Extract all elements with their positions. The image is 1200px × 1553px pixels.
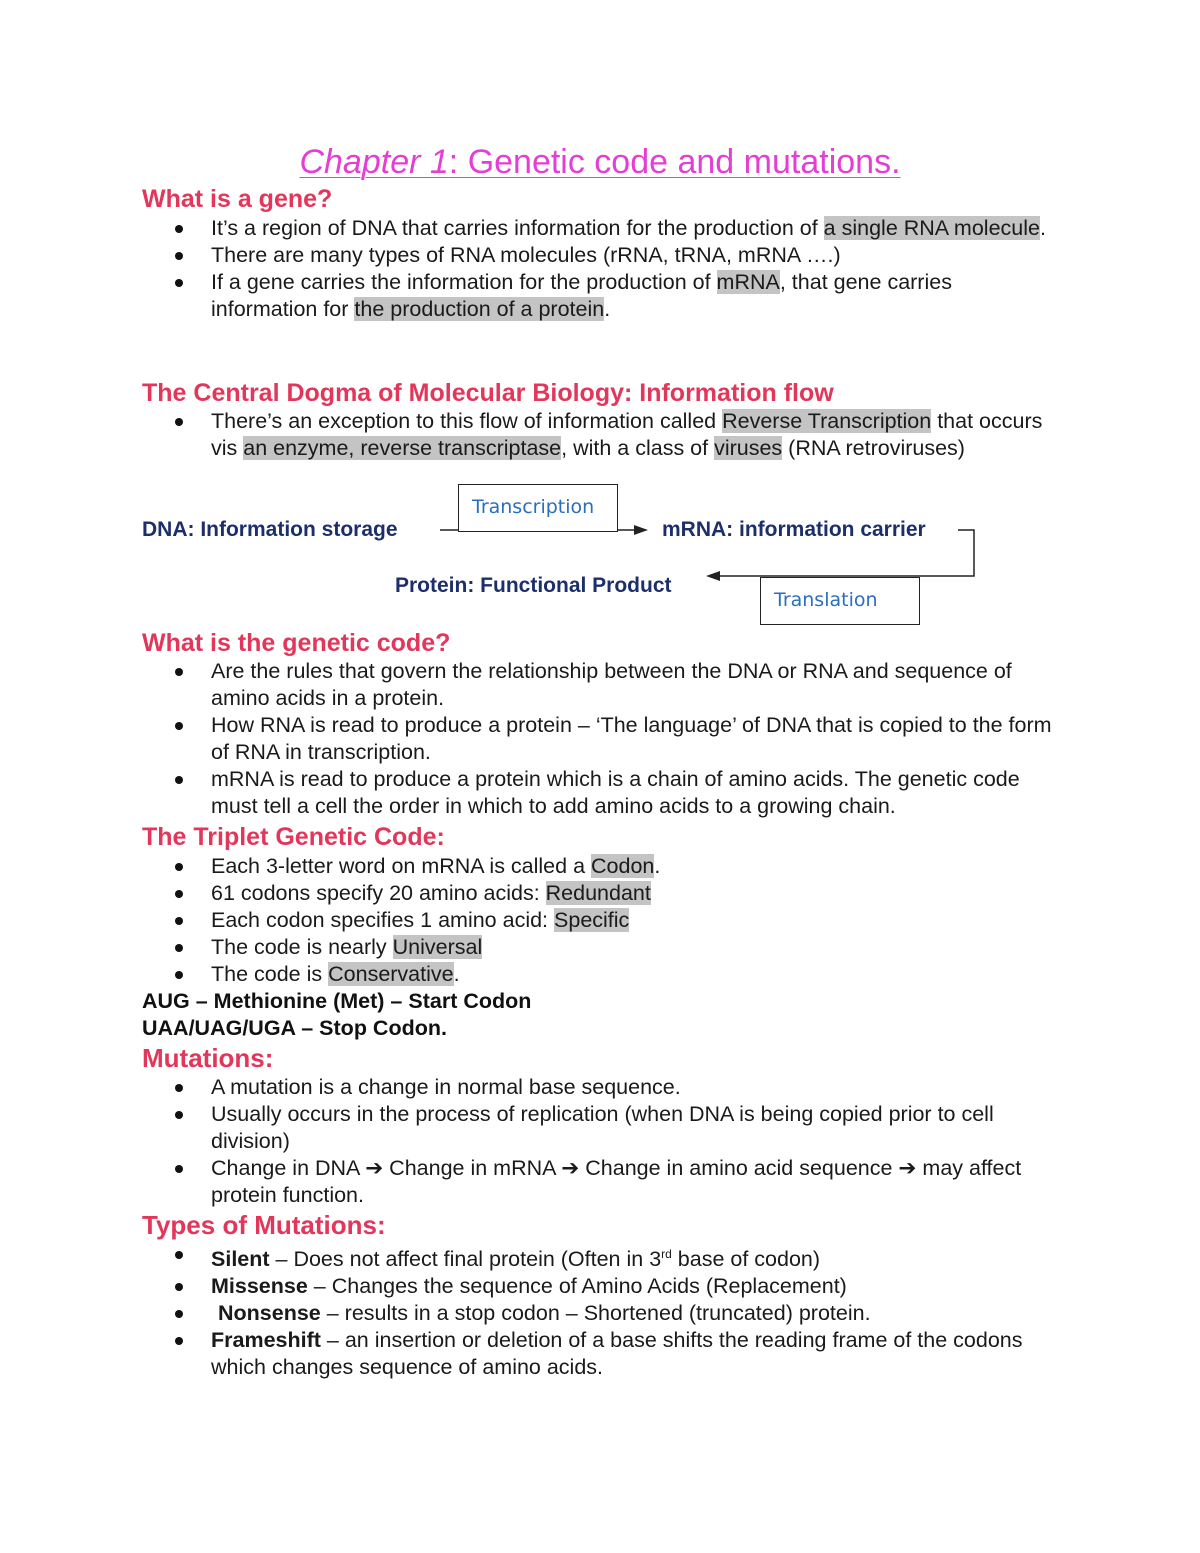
highlight: mRNA xyxy=(716,270,780,294)
list-item: If a gene carries the information for the production of mRNA, that gene carries information for the production of a protein. xyxy=(0,269,1056,323)
list-item: The code is nearly Universal xyxy=(0,934,1056,961)
start-codon-line: AUG – Methionine (Met) – Start Codon xyxy=(142,989,532,1013)
term-nonsense: Nonsense xyxy=(218,1301,321,1326)
list-item: Change in DNA ➔ Change in mRNA ➔ Change in amino acid sequence ➔ may affect protein function. xyxy=(0,1155,1056,1209)
bullet-icon xyxy=(175,722,183,730)
title-text: : Genetic code and mutations. xyxy=(448,143,901,181)
mutations-list xyxy=(0,1074,1200,1209)
term-missense: Missense xyxy=(211,1274,308,1299)
highlight: Reverse Transcription xyxy=(722,409,932,433)
highlight: Conservative xyxy=(328,962,454,986)
list-item: It’s a region of DNA that carries information for the production of a single RNA molecule. xyxy=(0,215,1056,242)
bullet-icon xyxy=(175,971,183,979)
heading-types-of-mutations: Types of Mutations: xyxy=(142,1210,386,1240)
list-item: Each codon specifies 1 amino acid: Specific xyxy=(0,907,1056,934)
highlight: a single RNA molecule xyxy=(823,216,1040,240)
list-item: 61 codons specify 20 amino acids: Redundant xyxy=(0,880,1056,907)
list-item: Nonsense – results in a stop codon – Shortened (truncated) protein. xyxy=(0,1300,1056,1327)
list-item: A mutation is a change in normal base sequence. xyxy=(0,1074,1056,1101)
term-frameshift: Frameshift xyxy=(211,1328,321,1353)
bullet-icon xyxy=(175,890,183,898)
bullet-icon xyxy=(175,1084,183,1092)
bullet-icon xyxy=(175,1111,183,1119)
code-list xyxy=(0,658,1200,820)
bullet-icon xyxy=(175,863,183,871)
heading-mutations: Mutations: xyxy=(142,1043,274,1073)
list-item: Silent – Does not affect final protein (Often in 3rd base of codon) xyxy=(0,1241,1056,1273)
bullet-icon xyxy=(175,776,183,784)
dna-node: DNA: Information storage xyxy=(142,518,398,541)
bullet-icon xyxy=(175,917,183,925)
list-item: The code is Conservative. xyxy=(0,961,1056,988)
highlight: Specific xyxy=(554,908,630,932)
bullet-icon xyxy=(175,1283,183,1291)
bullet-icon xyxy=(175,1310,183,1318)
highlight: Codon xyxy=(591,854,655,878)
translation-arrowhead xyxy=(706,571,720,581)
highlight: the production of a protein xyxy=(354,297,605,321)
highlight: Redundant xyxy=(545,881,651,905)
arrow-right-icon: ➔ xyxy=(365,1156,384,1180)
list-item: Frameshift – an insertion or deletion of a base shifts the reading frame of the codons which changes sequence of amino acids. xyxy=(0,1327,1056,1381)
transcription-arrowhead xyxy=(634,525,648,535)
translation-box: Translation xyxy=(760,577,920,625)
list-item: Usually occurs in the process of replication (when DNA is being copied prior to cell division) xyxy=(0,1101,1056,1155)
title-chapter: Chapter 1 xyxy=(299,143,449,181)
list-item: There are many types of RNA molecules (rRNA, tRNA, mRNA ….) xyxy=(0,242,1056,269)
types-list xyxy=(0,1241,1200,1381)
bullet-icon xyxy=(175,1165,183,1173)
list-item: Are the rules that govern the relationship between the DNA or RNA and sequence of amino acids in a protein. xyxy=(0,658,1056,712)
list-item: Each 3-letter word on mRNA is called a Codon. xyxy=(0,853,1056,880)
bullet-icon xyxy=(175,1337,183,1345)
bullet-icon xyxy=(175,944,183,952)
heading-what-is-gene: What is a gene? xyxy=(142,185,333,213)
bullet-icon xyxy=(175,668,183,676)
triplet-list xyxy=(0,853,1200,988)
highlight: Universal xyxy=(392,935,483,959)
arrow-right-icon: ➔ xyxy=(898,1156,917,1180)
highlight: viruses xyxy=(714,436,783,460)
term-silent: Silent xyxy=(211,1247,270,1272)
list-item: How RNA is read to produce a protein – ‘The language’ of DNA that is copied to the form of RNA in transcription. xyxy=(0,712,1056,766)
transcription-box: Transcription xyxy=(458,484,618,532)
mrna-node: mRNA: information carrier xyxy=(662,518,926,541)
heading-triplet-code: The Triplet Genetic Code: xyxy=(142,823,445,851)
arrow-right-icon: ➔ xyxy=(561,1156,580,1180)
heading-genetic-code: What is the genetic code? xyxy=(142,629,451,657)
heading-central-dogma: The Central Dogma of Molecular Biology: Information flow xyxy=(142,379,834,407)
list-item: There’s an exception to this flow of information called Reverse Transcription that occurs vis an enzyme, reverse transcriptase, with a class of viruses (RNA retroviruses) xyxy=(0,408,1056,462)
list-item: mRNA is read to produce a protein which is a chain of amino acids. The genetic code must tell a cell the order in which to add amino acids to a growing chain. xyxy=(0,766,1056,820)
list-item: Missense – Changes the sequence of Amino Acids (Replacement) xyxy=(0,1273,1056,1300)
protein-node: Protein: Functional Product xyxy=(395,574,672,597)
bullet-icon xyxy=(175,1251,183,1259)
stop-codon-line: UAA/UAG/UGA – Stop Codon. xyxy=(142,1016,447,1040)
highlight: an enzyme, reverse transcriptase xyxy=(243,436,562,460)
